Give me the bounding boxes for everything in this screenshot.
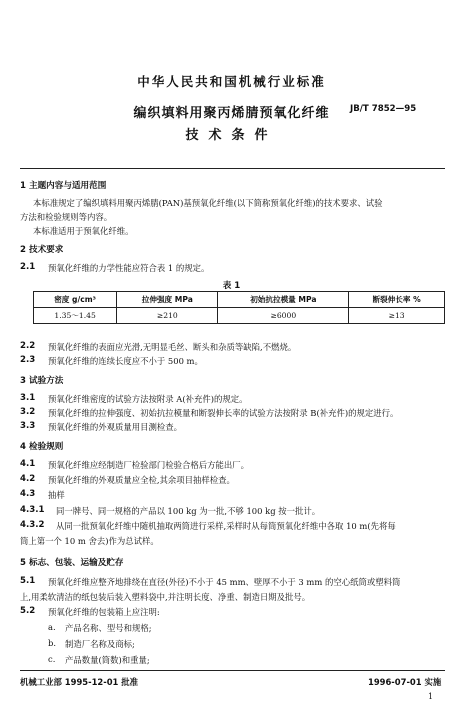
page-number: 1 xyxy=(428,692,434,701)
clause-number: 2.2 xyxy=(20,341,36,351)
table-row xyxy=(34,308,445,324)
implementation-date: 1996-07-01 实施 xyxy=(368,677,442,687)
table-header-tensile-strength: 拉伸强度 MPa xyxy=(117,292,218,308)
clause-4-3-1-text: 同一牌号、同一规格的产品以 100 kg 为一批,不够 100 kg 按一批计。 xyxy=(56,506,321,516)
clause-4-3-2-line2: 筒上第一个 10 m 舍去)作为总试样。 xyxy=(20,536,159,546)
standard-code: JB/T 7852—95 xyxy=(350,104,417,114)
clause-4-1-text: 预氧化纤维应经制造厂检验部门检验合格后方能出厂。 xyxy=(48,460,249,470)
section-1-paragraph-line1: 本标准规定了编织填料用聚丙烯腈(PAN)基预氧化纤维(以下简称预氧化纤维)的技术要求、试验 xyxy=(33,198,383,208)
clause-number: 2.1 xyxy=(20,262,36,272)
section-1-heading: 1 主题内容与适用范围 xyxy=(20,181,107,191)
clause-number: 4.3.1 xyxy=(20,505,45,515)
list-item: 制造厂名称及商标; xyxy=(65,639,135,649)
section-1-paragraph-line2: 方法和检验规则等内容。 xyxy=(20,212,113,222)
clause-4-3-text: 抽样 xyxy=(48,490,65,500)
clause-number: 5.1 xyxy=(20,576,36,586)
document-title-line2: 技术条件 xyxy=(185,128,278,143)
table-header-row xyxy=(34,292,445,308)
clause-number: 3.1 xyxy=(20,393,36,403)
section-2-heading: 2 技术要求 xyxy=(20,245,64,255)
clause-2-3-text: 预氧化纤维的连续长度应不小于 500 m。 xyxy=(48,356,203,366)
clause-number: 4.3.2 xyxy=(20,520,45,530)
section-5-heading: 5 标志、包装、运输及贮存 xyxy=(20,558,124,568)
approval-date: 机械工业部 1995-12-01 批准 xyxy=(20,677,139,687)
clause-3-3-text: 预氧化纤维的外观质量用目测检查。 xyxy=(48,422,182,432)
list-item: 产品名称、型号和规格; xyxy=(65,623,152,633)
table-header-elongation: 断裂伸长率 % xyxy=(349,292,445,308)
table-cell-elongation: ≥13 xyxy=(349,308,445,324)
clause-number: 4.3 xyxy=(20,489,36,499)
table-cell-modulus: ≥6000 xyxy=(218,308,349,324)
document-title-line1: 编织填料用聚丙烯腈预氧化纤维 xyxy=(133,106,330,121)
section-4-heading: 4 检验规则 xyxy=(20,442,64,452)
mechanical-properties-table xyxy=(33,291,445,324)
clause-3-1-text: 预氧化纤维密度的试验方法按附录 A(补充件)的规定。 xyxy=(48,394,248,404)
clause-2-1-text: 预氧化纤维的力学性能应符合表 1 的规定。 xyxy=(48,263,210,273)
clause-3-2-text: 预氧化纤维的拉伸强度、初始抗拉模量和断裂伸长率的试验方法按附录 B(补充件)的规定进行。 xyxy=(48,408,399,418)
clause-number: 4.1 xyxy=(20,459,36,469)
table-cell-density: 1.35～1.45 xyxy=(34,308,117,324)
table-header-density: 密度 g/cm³ xyxy=(34,292,117,308)
list-item-marker: a. xyxy=(48,622,56,632)
list-item-marker: c. xyxy=(48,654,56,664)
clause-number: 3.2 xyxy=(20,407,36,417)
clause-4-3-2-line1: 从同一批预氧化纤维中随机抽取两筒进行采样,采样时从每筒预氧化纤维中各取 10 m(先将每 xyxy=(56,521,396,531)
clause-number: 5.2 xyxy=(20,606,36,616)
table-header-modulus: 初始抗拉模量 MPa xyxy=(218,292,349,308)
table-1-caption: 表 1 xyxy=(222,281,241,291)
clause-5-1-line1: 预氧化纤维应整齐地排绕在直径(外径)不小于 45 mm、壁厚不小于 3 mm 的空心纸筒或塑料筒 xyxy=(48,577,401,587)
list-item: 产品数量(筒数)和重量; xyxy=(65,655,150,665)
clause-number: 2.3 xyxy=(20,355,36,365)
section-3-heading: 3 试验方法 xyxy=(20,376,64,386)
clause-number: 3.3 xyxy=(20,421,36,431)
clause-4-2-text: 预氧化纤维的外观质量应全检,其余项目抽样检查。 xyxy=(48,475,235,485)
list-item-marker: b. xyxy=(48,638,57,648)
section-1-scope: 本标准适用于预氧化纤维。 xyxy=(33,226,134,236)
clause-5-1-line2: 上,用柔软清洁的纸包装后装入塑料袋中,并注明长度、净重、制造日期及批号。 xyxy=(20,592,311,602)
header-divider xyxy=(20,168,445,169)
clause-number: 4.2 xyxy=(20,474,36,484)
issuing-body-header: 中华人民共和国机械行业标准 xyxy=(137,74,326,89)
table-cell-tensile-strength: ≥210 xyxy=(117,308,218,324)
clause-2-2-text: 预氧化纤维的表面应光滑,无明显毛丝、断头和杂质等缺陷,不燃烧。 xyxy=(48,342,297,352)
footer-divider xyxy=(20,670,445,671)
clause-5-2-text: 预氧化纤维的包装箱上应注明: xyxy=(48,607,160,617)
